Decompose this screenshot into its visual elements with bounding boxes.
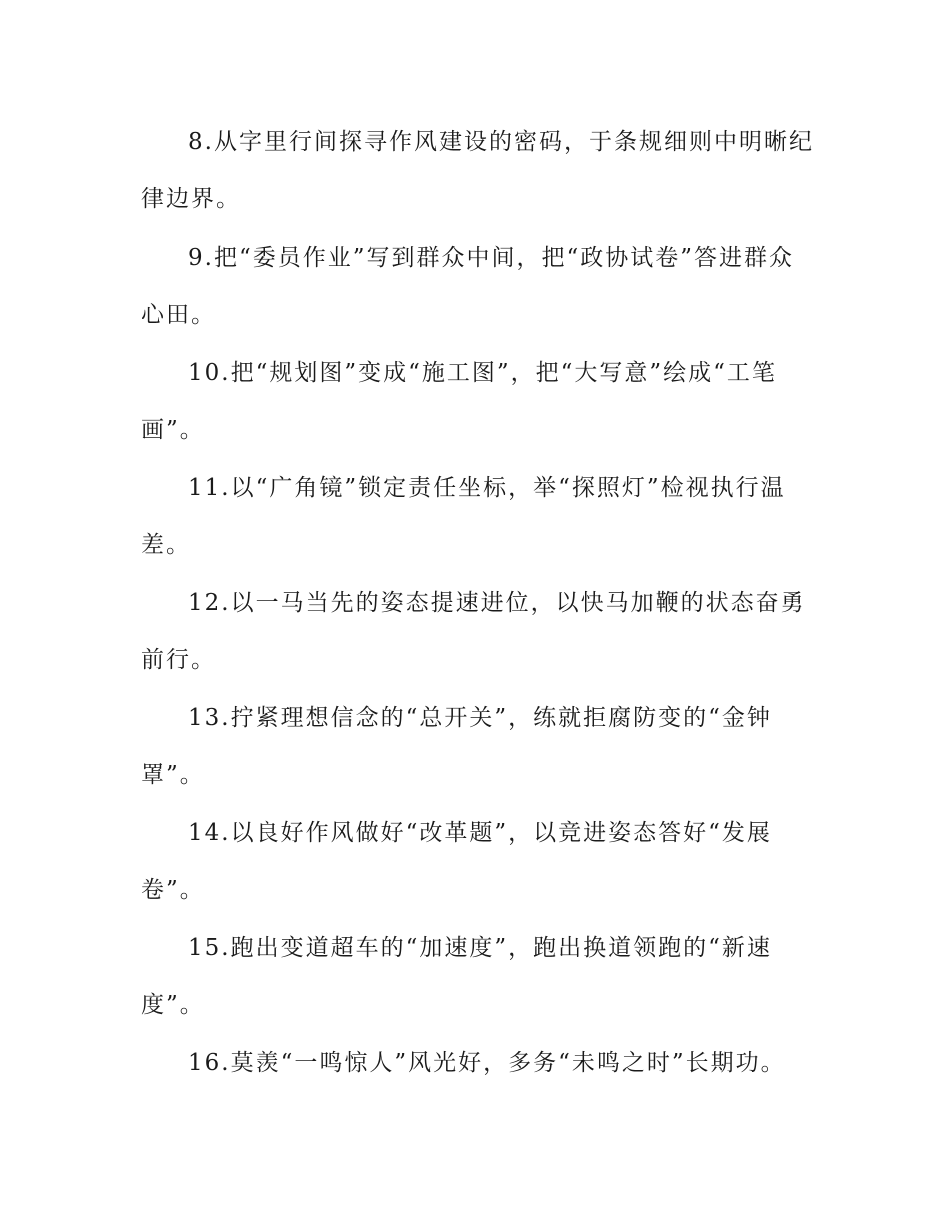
paragraph-item-15: 15.跑出变道超车的“加速度”，跑出换道领跑的“新速度”。: [141, 935, 772, 1018]
paragraph-item-9: 9.把“委员作业”写到群众中间，把“政协试卷”答进群众心田。: [141, 245, 794, 328]
paragraph-item-10: 10.把“规划图”变成“施工图”，把“大写意”绘成“工笔画”。: [141, 360, 777, 443]
paragraph-item-16: 16.莫羡“一鸣惊人”风光好，多务“未鸣之时”长期功。: [188, 1050, 786, 1076]
paragraph-item-13: 13.拧紧理想信念的“总开关”，练就拒腐防变的“金钟罩”。: [141, 705, 772, 788]
paragraph-item-14: 14.以良好作风做好“改革题”，以竞进姿态答好“发展卷”。: [141, 820, 772, 903]
paragraph-item-12: 12.以一马当先的姿态提速进位，以快马加鞭的状态奋勇前行。: [141, 590, 806, 673]
paragraph-item-8: 8.从字里行间探寻作风建设的密码，于条规细则中明晰纪律边界。: [141, 129, 814, 212]
paragraph-item-11: 11.以“广角镜”锁定责任坐标，举“探照灯”检视执行温差。: [141, 475, 786, 558]
